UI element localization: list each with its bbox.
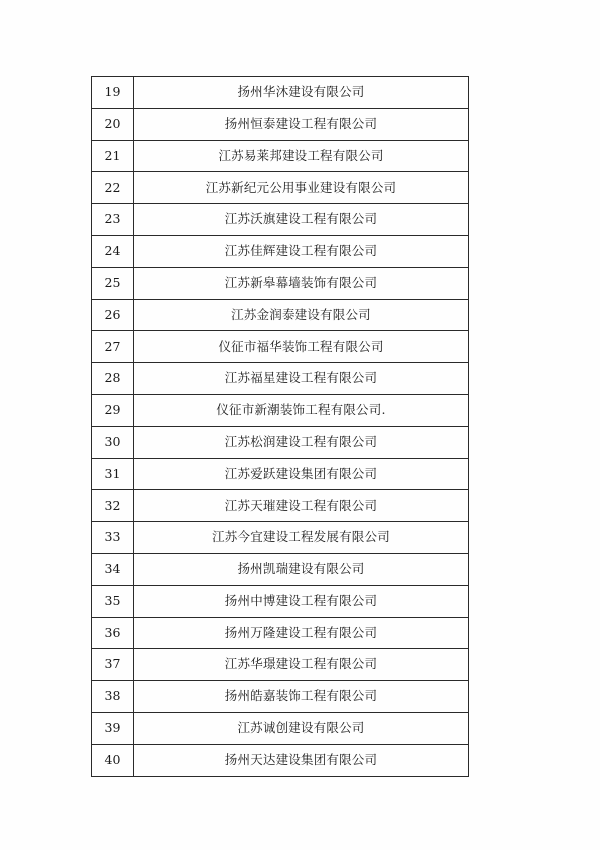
company-name: 扬州中博建设工程有限公司 — [134, 585, 469, 617]
company-name: 扬州凯瑞建设有限公司 — [134, 553, 469, 585]
table-row — [92, 331, 469, 363]
row-number: 40 — [92, 744, 134, 776]
row-number: 24 — [92, 235, 134, 267]
row-number: 35 — [92, 585, 134, 617]
table-row — [92, 235, 469, 267]
row-number: 26 — [92, 299, 134, 331]
company-name: 江苏新纪元公用事业建设有限公司 — [134, 172, 469, 204]
table-row — [92, 363, 469, 395]
row-number: 37 — [92, 649, 134, 681]
table-row — [92, 553, 469, 585]
row-number: 33 — [92, 522, 134, 554]
company-name: 江苏今宜建设工程发展有限公司 — [134, 522, 469, 554]
company-name: 扬州皓嘉装饰工程有限公司 — [134, 681, 469, 713]
company-name: 仪征市新潮装饰工程有限公司. — [134, 394, 469, 426]
company-name: 江苏爱跃建设集团有限公司 — [134, 458, 469, 490]
company-name: 扬州恒泰建设工程有限公司 — [134, 108, 469, 140]
company-name: 江苏天璀建设工程有限公司 — [134, 490, 469, 522]
row-number: 22 — [92, 172, 134, 204]
table-row — [92, 426, 469, 458]
row-number: 29 — [92, 394, 134, 426]
table-row — [92, 140, 469, 172]
table-row — [92, 490, 469, 522]
company-name: 江苏松润建设工程有限公司 — [134, 426, 469, 458]
company-name: 江苏福星建设工程有限公司 — [134, 363, 469, 395]
table-row — [92, 299, 469, 331]
table-row — [92, 744, 469, 776]
table-row — [92, 522, 469, 554]
company-list-table — [91, 76, 469, 777]
row-number: 36 — [92, 617, 134, 649]
company-name: 江苏诚创建设有限公司 — [134, 712, 469, 744]
company-name: 江苏金润泰建设有限公司 — [134, 299, 469, 331]
row-number: 31 — [92, 458, 134, 490]
row-number: 39 — [92, 712, 134, 744]
table-row — [92, 712, 469, 744]
table-row — [92, 204, 469, 236]
table-row — [92, 681, 469, 713]
table-row — [92, 649, 469, 681]
row-number: 23 — [92, 204, 134, 236]
row-number: 25 — [92, 267, 134, 299]
table-row — [92, 617, 469, 649]
row-number: 20 — [92, 108, 134, 140]
company-name: 江苏佳辉建设工程有限公司 — [134, 235, 469, 267]
company-name: 江苏华璟建设工程有限公司 — [134, 649, 469, 681]
table-row — [92, 394, 469, 426]
row-number: 21 — [92, 140, 134, 172]
row-number: 34 — [92, 553, 134, 585]
table-row — [92, 585, 469, 617]
company-name: 江苏易莱邦建设工程有限公司 — [134, 140, 469, 172]
row-number: 19 — [92, 77, 134, 109]
row-number: 27 — [92, 331, 134, 363]
company-list-body — [92, 77, 469, 777]
table-row — [92, 267, 469, 299]
table-row — [92, 172, 469, 204]
row-number: 28 — [92, 363, 134, 395]
company-name: 江苏新皋幕墙装饰有限公司 — [134, 267, 469, 299]
company-name: 扬州天达建设集团有限公司 — [134, 744, 469, 776]
row-number: 30 — [92, 426, 134, 458]
company-name: 江苏沃旗建设工程有限公司 — [134, 204, 469, 236]
company-name: 扬州华沐建设有限公司 — [134, 77, 469, 109]
row-number: 32 — [92, 490, 134, 522]
row-number: 38 — [92, 681, 134, 713]
company-name: 扬州万隆建设工程有限公司 — [134, 617, 469, 649]
company-name: 仪征市福华装饰工程有限公司 — [134, 331, 469, 363]
table-row — [92, 77, 469, 109]
table-row — [92, 458, 469, 490]
table-row — [92, 108, 469, 140]
